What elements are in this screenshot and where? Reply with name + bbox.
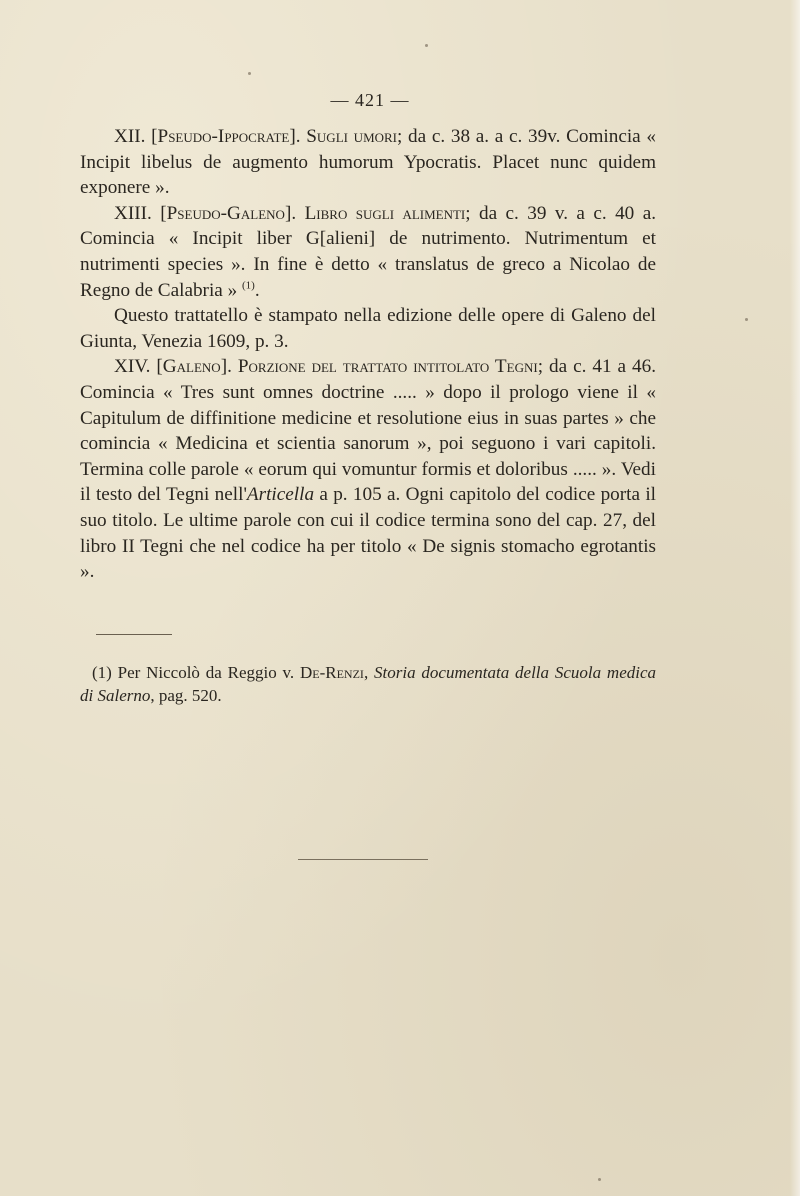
text-run: , <box>363 663 375 682</box>
paper-speck <box>598 1178 601 1181</box>
small-caps-text: Pseudo-Ippocrate <box>157 126 290 147</box>
main-text <box>80 124 656 585</box>
small-caps-text: Galeno <box>162 356 221 378</box>
page-number: — 421 — <box>330 90 410 110</box>
small-caps-text: Pseudo-Galeno <box>166 202 285 224</box>
paper-speck <box>425 44 428 47</box>
text-run: ; da c. 39 v. a c. 40 a. Comincia « Incipit liber G[alieni] de nutrimento. Nutrimentum et nutrimenti species ». In fine è detto « translatus de greco a Nicolao de Regno de Calabria » <box>80 202 657 301</box>
footnote-1 <box>80 661 656 707</box>
small-caps-text: De-Renzi <box>300 663 364 682</box>
text-run: . <box>254 279 260 301</box>
small-caps-text: Sugli umori <box>306 126 398 147</box>
italic-text: Articella <box>246 484 315 506</box>
paper-speck <box>248 72 251 75</box>
text-run: ; da c. 38 a. a c. 39v. Comincia « Incipit libelus de augmento humorum Ypocratis. Placet nunc quidem exponere ». <box>80 126 656 199</box>
italic-text: Storia documentata della Scuola medica di Salerno <box>80 663 657 705</box>
paper-speck <box>745 318 748 321</box>
paragraph-xii <box>80 124 656 201</box>
bottom-rule <box>298 859 428 860</box>
page-edge <box>790 0 800 1196</box>
footnote-separator <box>96 634 172 635</box>
small-caps-text: Libro sugli alimenti <box>304 202 466 224</box>
footnote-marker: (1) <box>241 279 255 292</box>
paragraph-xiv <box>80 354 656 584</box>
text-run: ]. <box>289 126 307 147</box>
footnote <box>80 661 656 707</box>
text-run: (1) Per Niccolò da Reggio v. <box>92 663 300 682</box>
text-run: ]. <box>220 356 238 378</box>
text-run: Questo trattatello è stampato nella edizione delle opere di Galeno del Giunta, Venezia 1609, p. 3. <box>80 305 656 352</box>
text-run: ]. <box>284 202 305 224</box>
paragraph-questo <box>80 303 656 354</box>
text-run: XII. [ <box>114 126 158 147</box>
text-run: ; da c. 41 a 46. Comincia « Tres sunt omnes doctrine ..... » dopo il prologo viene il « Capitulum de diffinitione medicine et resolutione eius in suas partes » che comincia « Medicina et scientia sanorum », poi seguono i vari capitoli. Termina colle parole « eorum qui vomuntur formis et doloribus ..... ». Vedi il testo del Tegni nell' <box>80 356 656 506</box>
text-run: a p. 105 a. Ogni capitolo del codice porta il suo titolo. Le ultime parole con cui il codice termina sono del cap. 27, del libro II Tegni che nel codice ha per titolo « De signis stomacho egrotantis ». <box>80 484 656 583</box>
text-run: XIV. [ <box>114 356 163 378</box>
text-run: , pag. 520. <box>150 686 222 705</box>
small-caps-text: Porzione del trattato intitolato Tegni <box>237 356 538 378</box>
text-run: XIII. [ <box>114 202 167 224</box>
paragraph-xiii <box>80 201 656 303</box>
